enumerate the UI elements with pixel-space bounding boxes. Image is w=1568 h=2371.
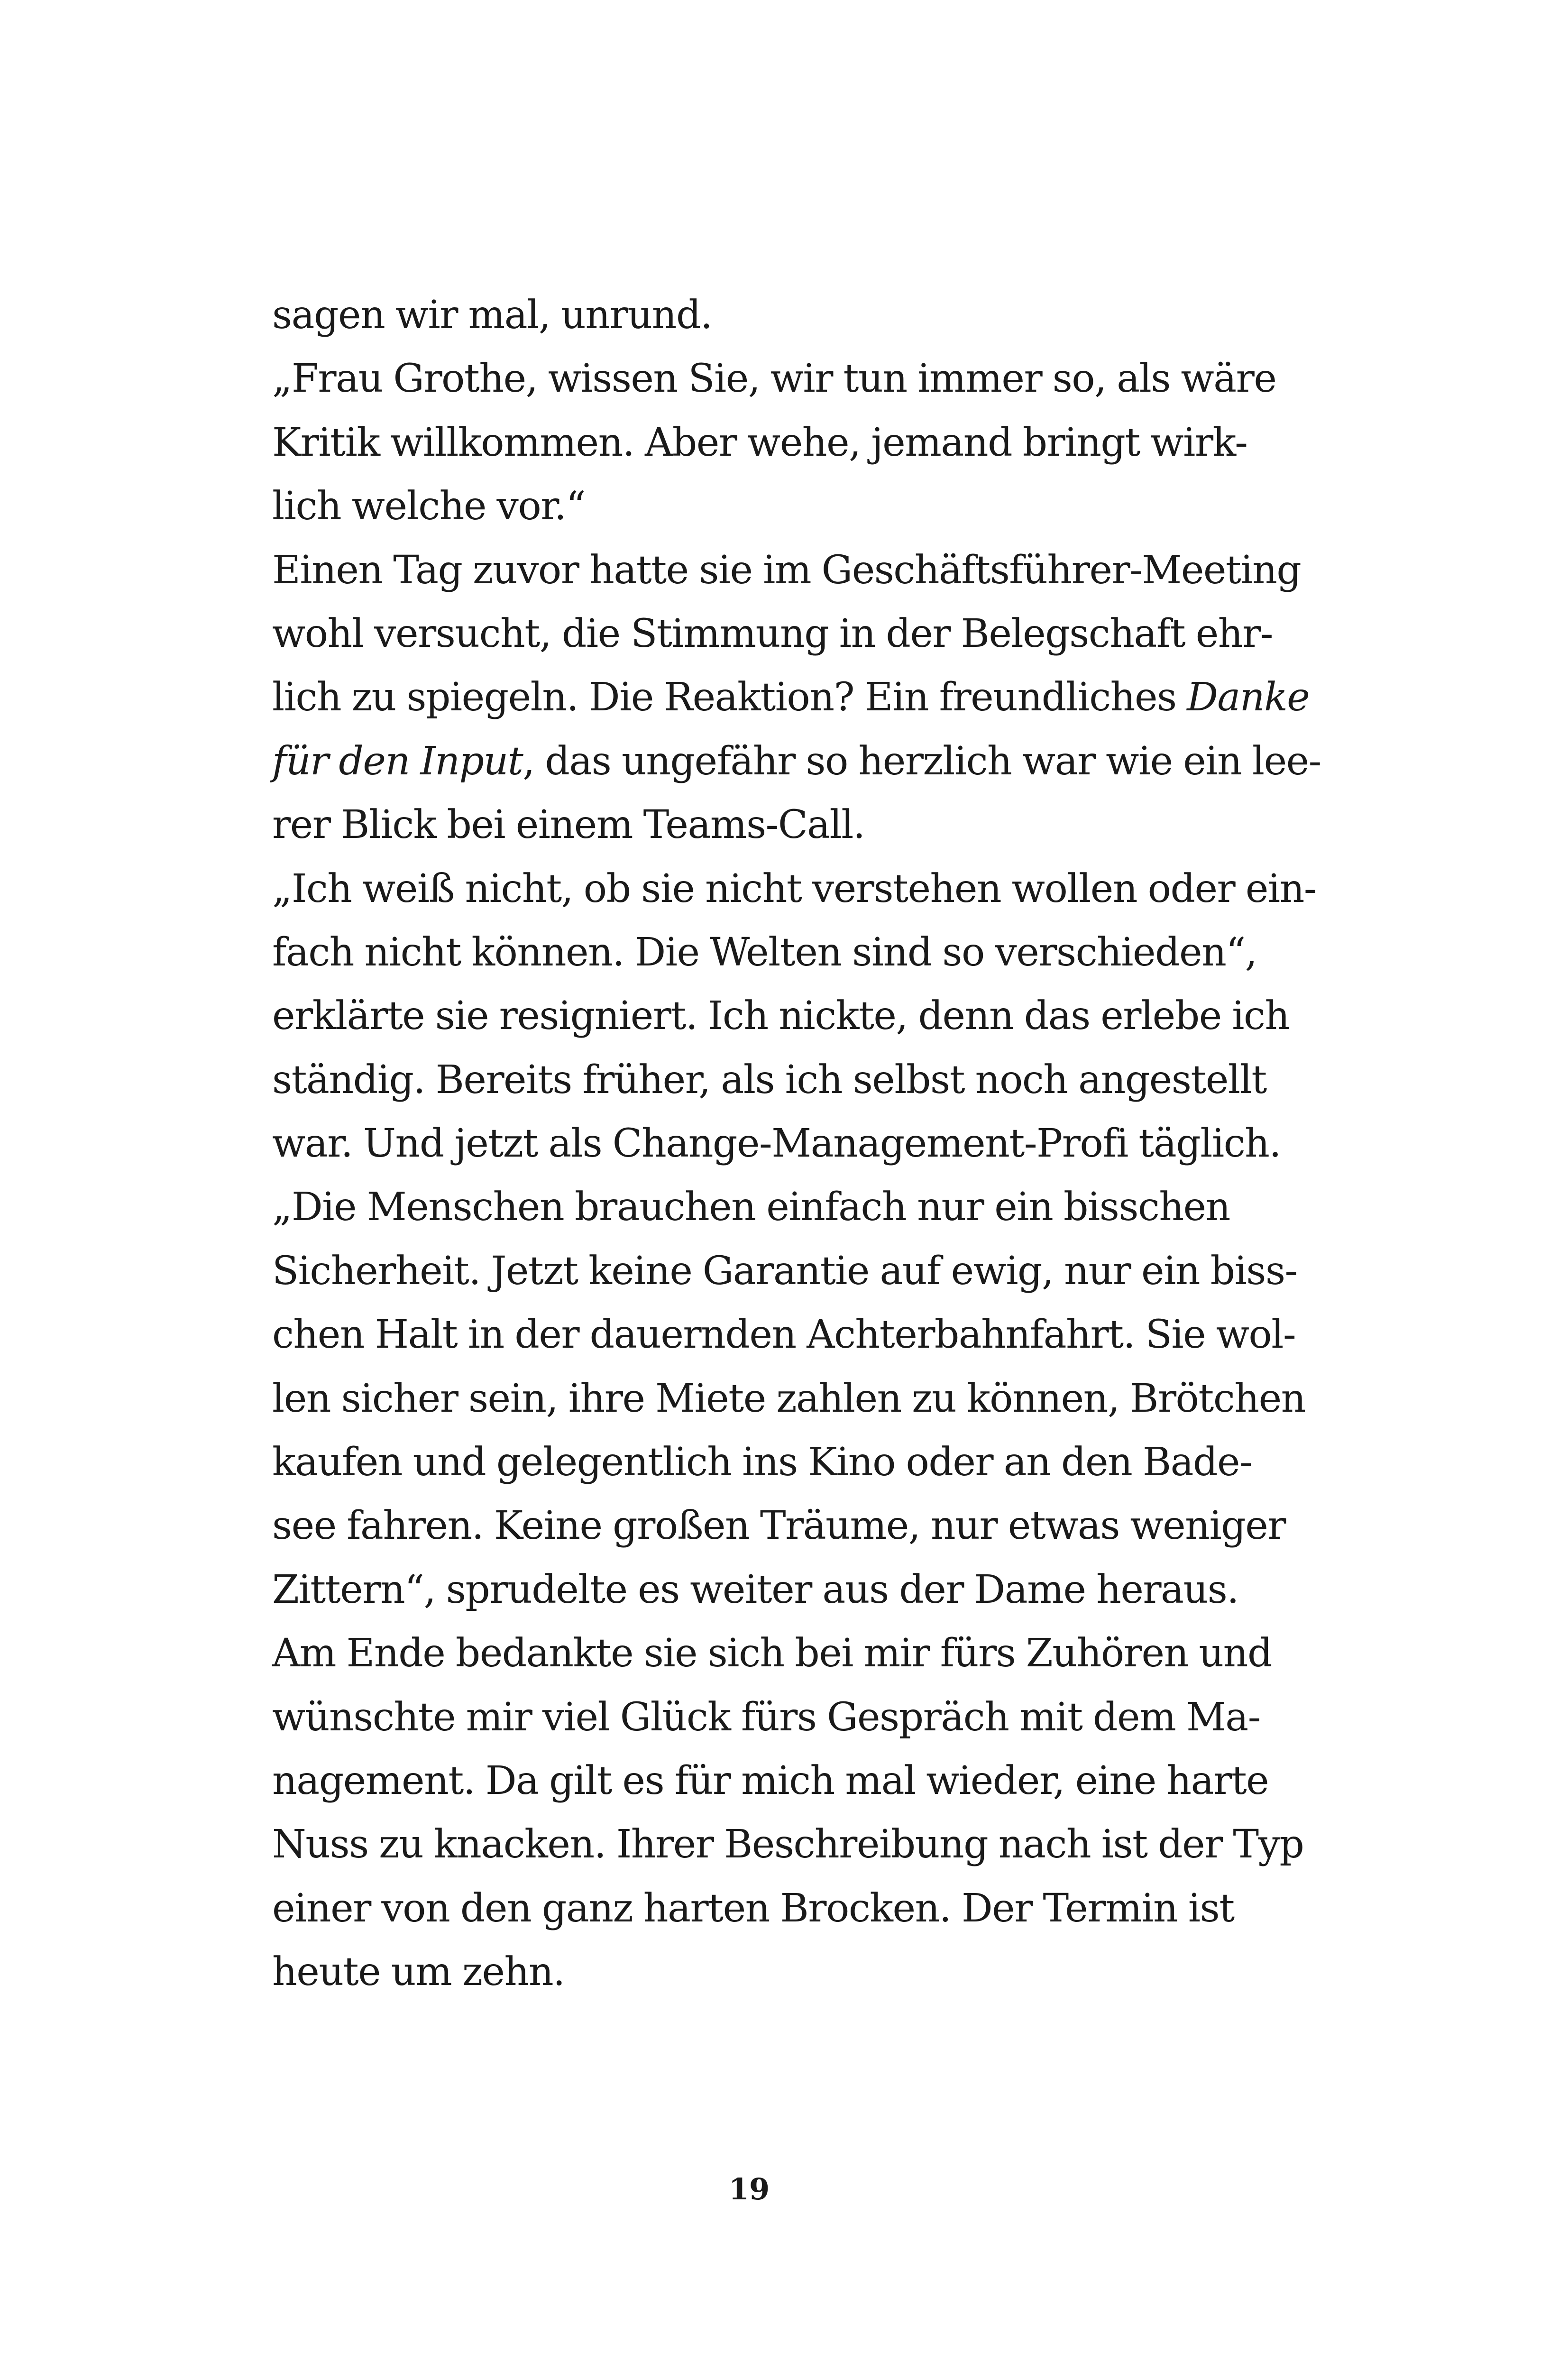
text-line: Kritik willkommen. Aber wehe, jemand bringt wirk- xyxy=(272,420,1247,465)
text-line: chen Halt in der dauernden Achterbahnfahrt. Sie wol- xyxy=(272,1312,1296,1358)
text-line: see fahren. Keine großen Träume, nur etwas weniger xyxy=(272,1503,1285,1549)
text-line: Nuss zu knacken. Ihrer Beschreibung nach ist der Typ xyxy=(272,1822,1304,1867)
page-number: 19 xyxy=(728,2172,770,2206)
italic-phrase: für den Input xyxy=(272,738,523,784)
text-line: ständig. Bereits früher, als ich selbst noch angestellt xyxy=(272,1057,1266,1103)
text-line: kaufen und gelegentlich ins Kino oder an den Bade- xyxy=(272,1440,1252,1485)
text-line: rer Blick bei einem Teams-Call. xyxy=(272,802,865,848)
text-line: sagen wir mal, unrund. xyxy=(272,293,712,338)
text-line: Zittern“, sprudelte es weiter aus der Dame heraus. xyxy=(272,1567,1238,1612)
text-line: fach nicht können. Die Welten sind so verschieden“, xyxy=(272,929,1257,975)
text-line: heute um zehn. xyxy=(272,1949,565,1995)
text-line: lich welche vor.“ xyxy=(272,484,585,529)
text-line: wohl versucht, die Stimmung in der Belegschaft ehr- xyxy=(272,611,1273,656)
body-text xyxy=(272,284,1321,2004)
text-line: „Ich weiß nicht, ob sie nicht verstehen wollen oder ein- xyxy=(272,866,1317,911)
text-line: war. Und jetzt als Change-Management-Profi täglich. xyxy=(272,1121,1281,1167)
text-line: „Frau Grothe, wissen Sie, wir tun immer so, als wäre xyxy=(272,356,1276,402)
text-line: für den Input, das ungefähr so herzlich war wie ein lee- xyxy=(272,738,1321,784)
text-line: len sicher sein, ihre Miete zahlen zu können, Brötchen xyxy=(272,1376,1305,1421)
text-line: wünschte mir viel Glück fürs Gespräch mit dem Ma- xyxy=(272,1694,1260,1740)
text-line: Sicherheit. Jetzt keine Garantie auf ewig, nur ein biss- xyxy=(272,1248,1297,1294)
text-line: Einen Tag zuvor hatte sie im Geschäftsführer-Meeting xyxy=(272,547,1301,593)
text-line: einer von den ganz harten Brocken. Der Termin ist xyxy=(272,1885,1234,1931)
text-line: „Die Menschen brauchen einfach nur ein bisschen xyxy=(272,1185,1230,1230)
text-line: nagement. Da gilt es für mich mal wieder, eine harte xyxy=(272,1758,1269,1803)
text-line: Am Ende bedankte sie sich bei mir fürs Zuhören und xyxy=(272,1631,1272,1676)
text-line: lich zu spiegeln. Die Reaktion? Ein freundliches Danke xyxy=(272,675,1310,720)
italic-phrase: Danke xyxy=(1187,675,1310,720)
text-line: erklärte sie resigniert. Ich nickte, denn das erlebe ich xyxy=(272,993,1289,1039)
